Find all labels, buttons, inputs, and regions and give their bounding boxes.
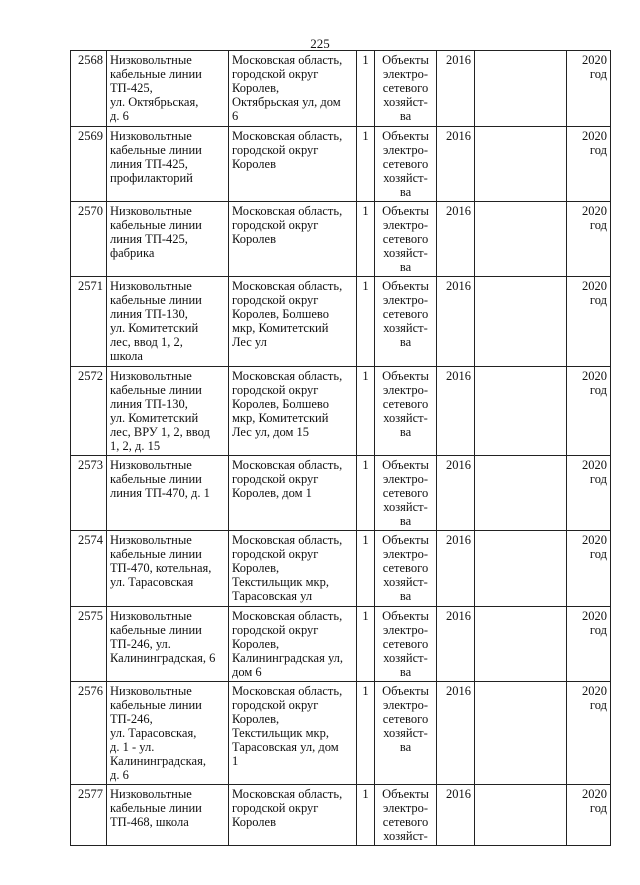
- target-year-text: 2020 год: [582, 609, 607, 637]
- object-category: [375, 202, 437, 277]
- object-name: [107, 607, 229, 682]
- object-address: [229, 277, 357, 367]
- object-category-text: Объекты электро- сетевого хозяйст- ва: [382, 533, 429, 603]
- row-number: 2571: [71, 277, 107, 367]
- commission-year: 2016: [437, 277, 475, 367]
- empty-cell: [475, 51, 567, 127]
- target-year: [567, 202, 611, 277]
- object-address: [229, 127, 357, 202]
- object-address-text: Московская область, городской округ Королев, Октябрьская ул, дом 6: [232, 53, 343, 123]
- commission-year: 2016: [437, 682, 475, 785]
- target-year-text: 2020 год: [582, 684, 607, 712]
- object-address-text: Московская область, городской округ Королев, Болшево мкр, Комитетский Лес ул: [232, 279, 343, 349]
- object-category: [375, 367, 437, 456]
- commission-year: 2016: [437, 531, 475, 607]
- empty-cell: [475, 531, 567, 607]
- empty-cell: [475, 456, 567, 531]
- commission-year: 2016: [437, 127, 475, 202]
- object-address-text: Московская область, городской округ Королев, Болшево мкр, Комитетский Лес ул, дом 15: [232, 369, 343, 439]
- object-address: [229, 51, 357, 127]
- object-category: [375, 277, 437, 367]
- target-year: [567, 51, 611, 127]
- object-category-text: Объекты электро- сетевого хозяйст- ва: [382, 458, 429, 528]
- object-category-text: Объекты электро- сетевого хозяйст- ва: [382, 609, 429, 679]
- target-year: [567, 785, 611, 846]
- object-name-text: Низковольтные кабельные линии ТП-470, котельная, ул. Тарасовская: [110, 533, 212, 589]
- object-name-text: Низковольтные кабельные линии ТП-246, ул. Тарасовская, д. 1 - ул. Калининградская, д. 6: [110, 684, 206, 782]
- table-row: [71, 367, 611, 456]
- object-address: [229, 202, 357, 277]
- target-year-text: 2020 год: [582, 787, 607, 815]
- object-name: [107, 456, 229, 531]
- commission-year: 2016: [437, 202, 475, 277]
- target-year-text: 2020 год: [582, 204, 607, 232]
- object-category: [375, 785, 437, 846]
- commission-year: 2016: [437, 367, 475, 456]
- row-number: 2573: [71, 456, 107, 531]
- object-category: [375, 607, 437, 682]
- object-name-text: Низковольтные кабельные линии ТП-246, ул. Калининградская, 6: [110, 609, 216, 665]
- object-quantity: 1: [357, 202, 375, 277]
- object-category: [375, 127, 437, 202]
- object-name: [107, 682, 229, 785]
- commission-year: 2016: [437, 607, 475, 682]
- table-row: [71, 51, 611, 127]
- object-quantity: 1: [357, 785, 375, 846]
- object-address: [229, 367, 357, 456]
- object-name-text: Низковольтные кабельные линии линия ТП-425, профилакторий: [110, 129, 202, 185]
- object-category: [375, 682, 437, 785]
- object-name: [107, 531, 229, 607]
- object-quantity: 1: [357, 127, 375, 202]
- object-name: [107, 367, 229, 456]
- object-name-text: Низковольтные кабельные линии ТП-425, ул. Октябрьская, д. 6: [110, 53, 202, 123]
- target-year: [567, 607, 611, 682]
- object-address-text: Московская область, городской округ Королев: [232, 787, 343, 829]
- target-year-text: 2020 год: [582, 279, 607, 307]
- object-address: [229, 531, 357, 607]
- object-name: [107, 51, 229, 127]
- target-year-text: 2020 год: [582, 129, 607, 157]
- object-category: [375, 456, 437, 531]
- empty-cell: [475, 607, 567, 682]
- object-address-text: Московская область, городской округ Королев, Текстильщик мкр, Тарасовская ул: [232, 533, 343, 603]
- target-year: [567, 277, 611, 367]
- table-row: [71, 456, 611, 531]
- row-number: 2568: [71, 51, 107, 127]
- row-number: 2575: [71, 607, 107, 682]
- target-year: [567, 367, 611, 456]
- row-number: 2574: [71, 531, 107, 607]
- object-name: [107, 202, 229, 277]
- object-category-text: Объекты электро- сетевого хозяйст- ва: [382, 204, 429, 274]
- empty-cell: [475, 785, 567, 846]
- registry-table: [70, 50, 611, 846]
- object-address-text: Московская область, городской округ Королев: [232, 129, 343, 171]
- row-number: 2570: [71, 202, 107, 277]
- object-category-text: Объекты электро- сетевого хозяйст- ва: [382, 129, 429, 199]
- target-year-text: 2020 год: [582, 458, 607, 486]
- target-year: [567, 127, 611, 202]
- object-address-text: Московская область, городской округ Королев, Калининградская ул, дом 6: [232, 609, 344, 679]
- target-year-text: 2020 год: [582, 533, 607, 561]
- object-quantity: 1: [357, 367, 375, 456]
- table-row: [71, 785, 611, 846]
- object-name-text: Низковольтные кабельные линии линия ТП-130, ул. Комитетский лес, ввод 1, 2, школа: [110, 279, 202, 363]
- object-quantity: 1: [357, 51, 375, 127]
- table-row: [71, 531, 611, 607]
- object-address-text: Московская область, городской округ Королев, Текстильщик мкр, Тарасовская ул, дом 1: [232, 684, 343, 768]
- object-category-text: Объекты электро- сетевого хозяйст- ва: [382, 369, 429, 439]
- target-year-text: 2020 год: [582, 53, 607, 81]
- target-year: [567, 682, 611, 785]
- object-name: [107, 785, 229, 846]
- commission-year: 2016: [437, 785, 475, 846]
- object-address-text: Московская область, городской округ Королев: [232, 204, 343, 246]
- object-name: [107, 127, 229, 202]
- target-year-text: 2020 год: [582, 369, 607, 397]
- object-quantity: 1: [357, 531, 375, 607]
- object-category: [375, 51, 437, 127]
- object-category-text: Объекты электро- сетевого хозяйст- ва: [382, 279, 429, 349]
- target-year: [567, 531, 611, 607]
- empty-cell: [475, 202, 567, 277]
- table-row: [71, 127, 611, 202]
- object-quantity: 1: [357, 277, 375, 367]
- table-row: [71, 202, 611, 277]
- row-number: 2576: [71, 682, 107, 785]
- empty-cell: [475, 367, 567, 456]
- object-name: [107, 277, 229, 367]
- object-quantity: 1: [357, 682, 375, 785]
- object-category: [375, 531, 437, 607]
- object-category-text: Объекты электро- сетевого хозяйст- ва: [382, 684, 429, 754]
- object-address: [229, 607, 357, 682]
- object-address-text: Московская область, городской округ Королев, дом 1: [232, 458, 343, 500]
- object-name-text: Низковольтные кабельные линии линия ТП-130, ул. Комитетский лес, ВРУ 1, 2, ввод 1, 2, д. 15: [110, 369, 210, 453]
- object-category-text: Объекты электро- сетевого хозяйст-: [382, 787, 429, 843]
- table-row: [71, 607, 611, 682]
- table-row: [71, 682, 611, 785]
- row-number: 2572: [71, 367, 107, 456]
- row-number: 2577: [71, 785, 107, 846]
- row-number: 2569: [71, 127, 107, 202]
- empty-cell: [475, 682, 567, 785]
- object-address: [229, 456, 357, 531]
- object-name-text: Низковольтные кабельные линии линия ТП-470, д. 1: [110, 458, 210, 500]
- object-name-text: Низковольтные кабельные линии ТП-468, школа: [110, 787, 202, 829]
- object-quantity: 1: [357, 456, 375, 531]
- table-row: [71, 277, 611, 367]
- object-name-text: Низковольтные кабельные линии линия ТП-425, фабрика: [110, 204, 202, 260]
- empty-cell: [475, 277, 567, 367]
- object-category-text: Объекты электро- сетевого хозяйст- ва: [382, 53, 429, 123]
- object-address: [229, 682, 357, 785]
- object-address: [229, 785, 357, 846]
- page-number: 225: [310, 36, 330, 51]
- object-quantity: 1: [357, 607, 375, 682]
- empty-cell: [475, 127, 567, 202]
- target-year: [567, 456, 611, 531]
- commission-year: 2016: [437, 456, 475, 531]
- commission-year: 2016: [437, 51, 475, 127]
